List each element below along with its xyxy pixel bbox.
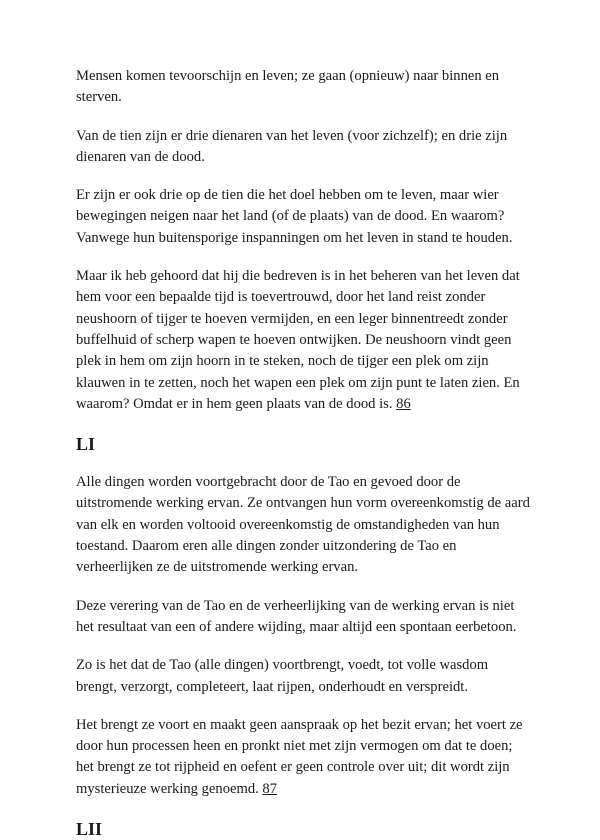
- chapter-heading-li: LI: [76, 434, 96, 455]
- paragraph-8-text: Het brengt ze voort en maakt geen aanspraak op het bezit ervan; het voert ze door hun processen heen en pronkt niet met zijn vermogen om dat te doen; het brengt ze tot rijpheid en oefent er geen controle over uit; dit wordt zijn mysterieuze werking genoemd.: [76, 716, 523, 797]
- footnote-link-87[interactable]: 87: [262, 780, 278, 797]
- paragraph-2: Van de tien zijn er drie dienaren van het leven (voor zichzelf); en drie zijn dienaren van de dood.: [76, 127, 508, 165]
- paragraph-3: Er zijn er ook drie op de tien die het doel hebben om te leven, maar wier bewegingen neigen naar het land (of de plaats) van de dood. En waarom? Vanwege hun buitensporige inspanningen om het leven in stand te houden.: [76, 187, 513, 246]
- paragraph-5: Alle dingen worden voortgebracht door de Tao en gevoed door de uitstromende werking ervan. Ze ontvangen hun vorm overeenkomstig de aard van elk en worden voltooid overeenkomstig de omstandigheden van hun toestand. Daarom eren alle dingen zonder uitzondering de Tao en verheerlijken ze de uitstromende werking ervan.: [76, 474, 530, 576]
- paragraph-8: [76, 715, 530, 800]
- paragraph-4: [76, 266, 530, 415]
- paragraph-6: Deze verering van de Tao en de verheerlijking van de werking ervan is niet het resultaat van een of andere wijding, maar altijd een spontaan eerbetoon.: [76, 597, 517, 635]
- paragraph-7: Zo is het dat de Tao (alle dingen) voortbrengt, voedt, tot volle wasdom brengt, verzorgt, completeert, laat rijpen, onderhoudt en verspreidt.: [76, 657, 489, 695]
- footnote-link-86[interactable]: 86: [396, 395, 411, 412]
- chapter-heading-lii: LII: [76, 819, 103, 840]
- paragraph-4-text: Maar ik heb gehoord dat hij die bedreven is in het beheren van het leven dat hem voor een bepaalde tijd is toevertrouwd, door het land reist zonder neushoorn of tijger te hoeven vermijden, en een leger binnentreedt zonder buffelhuid of scherp wapen te hoeven ontwijken. De neushoorn vindt geen plek in hem om zijn hoorn in te steken, noch de tijger een plek om zijn klauwen in te zetten, noch het wapen een plek om zijn punt te laten zien. En waarom? Omdat er in hem geen plaats van de dood is.: [76, 268, 520, 412]
- paragraph-1: Mensen komen tevoorschijn en leven; ze gaan (opnieuw) naar binnen en sterven.: [76, 68, 500, 106]
